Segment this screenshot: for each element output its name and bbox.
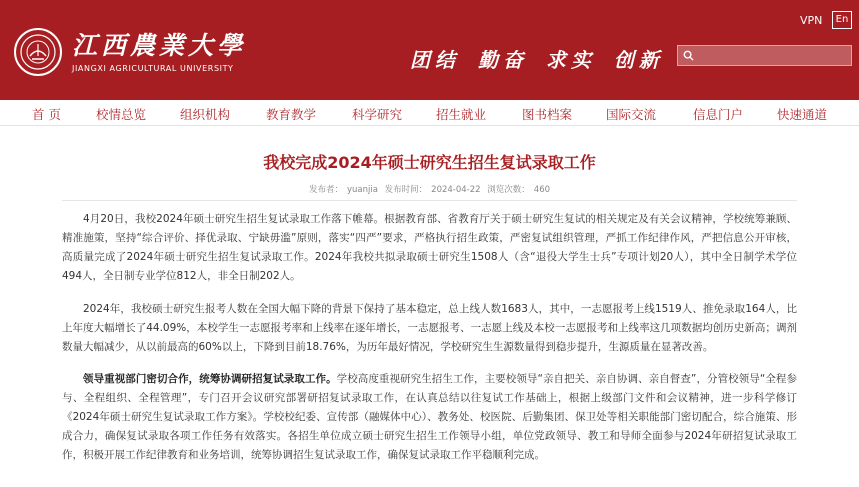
nav-item-admissions[interactable]: 招生就业 [436,107,487,122]
vpn-link[interactable]: VPN [800,14,823,27]
meta-views: 460 [533,185,551,195]
university-logo[interactable] [14,28,246,76]
english-language-button[interactable]: En [832,11,852,29]
logo-chinese-name: 江西農業大學 [72,31,247,60]
logo-english-name: JIANGXI AGRICULTURAL UNIVERSITY [72,64,234,73]
search-icon[interactable] [678,50,698,61]
paragraph-body: 学校高度重视研究生招生工作，主要校领导“亲自把关、亲自协调、亲自督查”，分管校领导“全程参与、全程组织、全程管理”，专门召开会议研究部署研招复试录取工作，在认真总结以往复试工作基础上，根据上级部门文件和会议精神，进一步科学修订《2024年硕士研究生复试录取工作方案》。学校校纪委、宣传部（融媒体中心）、教务处、校医院、后勤集团、保卫处等相关职能部门密切配合，综合施策、形成合力，确保复试录取各项工作任务有效落实。各招生单位成立硕士研究生招生工作领导小组，单位党政领导、教工和导师全面参与2024年研招复试录取工作，积极开展工作纪律教育和业务培训，统筹协调招生复试录取工作，确保复试录取工作平稳顺利完成。 [62,373,797,461]
article-meta [0,183,859,195]
nav-item-education[interactable]: 教育教学 [266,107,317,122]
nav-item-home[interactable]: 首 页 [32,107,61,122]
meta-author-label: 发布者： [308,185,343,195]
paragraph-lead: 领导重视部门密切合作，统筹协调研招复试录取工作。 [83,373,337,385]
nav-item-quick-access[interactable]: 快速通道 [777,107,828,122]
nav-item-research[interactable]: 科学研究 [352,107,403,122]
university-motto: 团结 勤奋 求实 创新 [410,48,664,72]
nav-item-international[interactable]: 国际交流 [606,107,657,122]
article-title: 我校完成2024年硕士研究生招生复试录取工作 [263,153,596,172]
university-seal-icon [14,28,62,76]
nav-item-library[interactable]: 图书档案 [522,107,573,122]
meta-author: yuanjia [346,185,378,195]
article-paragraph [62,370,797,465]
search-box [677,45,852,66]
search-input[interactable] [698,46,851,65]
meta-views-label: 浏览次数： [487,185,530,195]
meta-date-label: 发布时间： [384,185,428,195]
title-divider [62,200,797,201]
nav-item-portal[interactable]: 信息门户 [693,107,744,122]
article-paragraph: 4月20日，我校2024年硕士研究生招生复试录取工作落下帷幕。根据教育部、省教育厅关于硕士研究生复试的相关规定及有关会议精神，学校统筹兼顾、精准施策，坚持“综合评价、择优录取、宁缺毋滥”原则，落实“四严”要求，严格执行招生政策，严密复试组织管理，严抓工作纪律作风，严把信息公开审核，高质量完成了2024年硕士研究生招生复试录取工作。2024年我校共拟录取硕士研究生1508人（含“退役大学生士兵”专项计划20人），其中全日制学术学位494人，全日制专业学位812人，非全日制202人。 [62,213,797,282]
site-header [0,0,859,100]
nav-item-organization[interactable]: 组织机构 [180,107,231,122]
nav-item-overview[interactable]: 校情总览 [96,107,147,122]
article-paragraph: 2024年，我校硕士研究生报考人数在全国大幅下降的背景下保持了基本稳定，总上线人数1683人，其中，一志愿报考上线1519人、推免录取164人，比上年度大幅增长了44.09%，本校学生一志愿报考率和上线率在逐年增长，一志愿报考、一志愿上线及本校一志愿报考和上线率这几项数据均创历史新高；调剂数量大幅减少，从以前最高的60%以上，下降到目前18.76%，为历年最好情况，学校研究生生源数量得到稳步提升，生源质量在显著改善。 [62,303,797,353]
meta-date: 2024-04-22 [431,185,481,195]
main-navigation [0,100,859,126]
